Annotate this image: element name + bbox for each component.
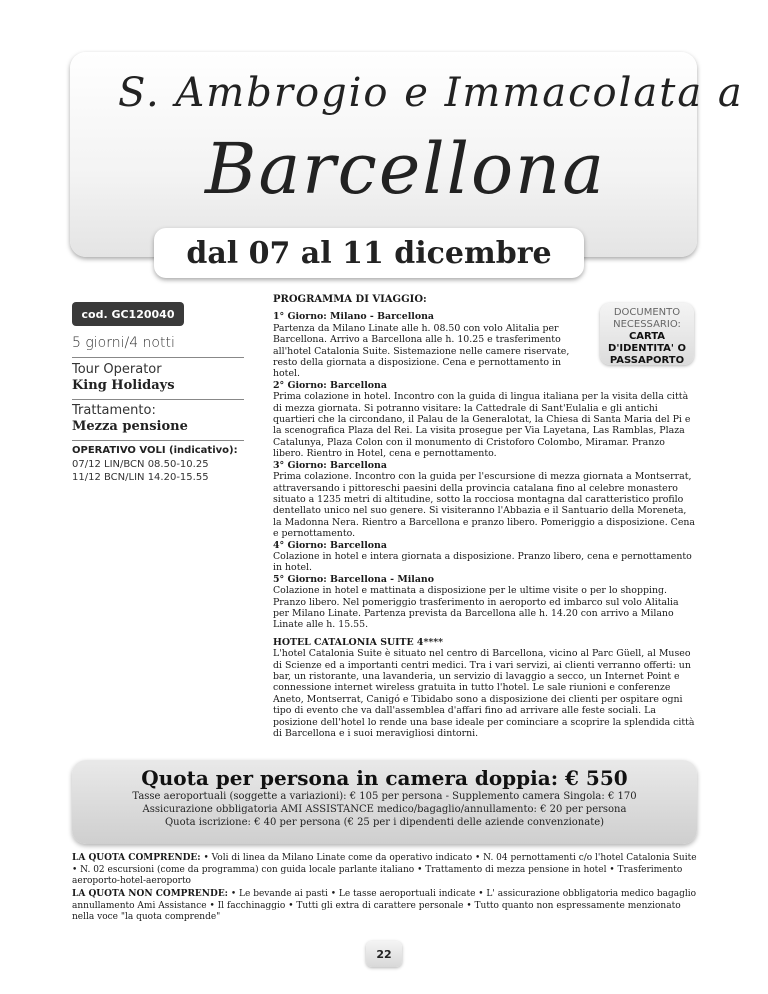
product-code-badge: cod. GC120040 [72, 302, 184, 326]
includes-paragraph [72, 853, 697, 888]
day-4-text: Colazione in hotel e intera giornata a disposizione. Pranzo libero, cena e pernottamento in hotel. [273, 550, 692, 574]
day-2-text: Prima colazione in hotel. Incontro con la guida di lingua italiana per la visita della città di mezza giornata. Si potranno visitare: la Cattedrale di Sant'Eulalia e gli antichi quartieri che la circondano, il Palau de la Generalotat, la Chiesa di Santa Maria del Pi e la scenografica Plaza del Rei. La visita prosegue per Via Layetana, Las Ramblas, Plaza Catalunya, Plaza Colon con il monumento di Cristoforo Colombo, Miramar. Pranzo libero. Rientro in Hotel, cena e pernottamento. [273, 391, 691, 460]
doc-line-3: CARTA [628, 331, 666, 342]
day-5-text: Colazione in hotel e mattinata a disposizione per le ultime visite o per lo shopping. Pranzo libero. Nel pomeriggio trasferimento in aeroporto ed imbarco sul volo Alitalia per Milano Linate. Partenza prevista da Barcellona alle h. 14.20 con arrivo a Milano Linate alle h. 15.55. [273, 585, 679, 631]
treatment-label: Trattamento: [72, 403, 156, 418]
excludes-label: LA QUOTA NON COMPRENDE: [72, 889, 229, 899]
flight-return: 11/12 BCN/LIN 14.20-15.55 [72, 472, 209, 483]
doc-line-5: PASSAPORTO [609, 355, 685, 366]
day-4-title: 4° Giorno: Barcellona [273, 539, 387, 551]
price-box [72, 760, 697, 844]
day-1-text: Partenza da Milano Linate alle h. 08.50 con volo Alitalia per Barcellona. Arrivo a Barcellona alle h. 10.25 e trasferimento all'hotel Catalonia Suite. Sistemazione nelle camere riservate, resto della giornata a disposizione. Cena e pernottamento in hotel. [273, 322, 570, 380]
program-column [273, 294, 696, 739]
hotel-title: HOTEL CATALONIA SUITE 4**** [273, 636, 444, 648]
excludes-text: • Le bevande ai pasti • Le tasse aeroportuali indicate • L' assicurazione obbligatoria medico bagaglio annullamento Ami Assistance • Il facchinaggio • Tutti gli extra di carattere personale • Tutto quanto non espressamente menzionato nella voce "la quota comprende" [72, 889, 697, 922]
tour-operator-label: Tour Operator [72, 362, 162, 377]
day-2-title: 2° Giorno: Barcellona [273, 379, 387, 391]
day-5-title: 5° Giorno: Barcellona - Milano [273, 573, 434, 585]
price-line-2: Assicurazione obbligatoria AMI ASSISTANCE medico/bagaglio/annullamento: € 20 per persona [142, 804, 627, 815]
tour-operator-name: King Holidays [72, 378, 244, 400]
program-title: PROGRAMMA DI VIAGGIO: [273, 294, 427, 305]
flight-outbound: 07/12 LIN/BCN 08.50-10.25 [72, 459, 209, 470]
hotel-text: L'hotel Catalonia Suite è situato nel centro di Barcellona, vicino al Parc Güell, al Museo di Scienze ed a importanti centri medici. Tra i vari servizi, ai clienti verranno offerti: un bar, un ristorante, una lavanderia, un servizio di lavaggio a secco, un Internet Point e connessione internet wireless gratuita in tutto l'hotel. Le sale riunioni e conferenze Aneto, Montserrat, Canigó e Tibidabo sono a disposizione dei clienti per ospitare ogni tipo di evento che va dall'assemblea d'affari fino ad arrivare alle feste sociali. La posizione dell'hotel lo rende una base ideale per cominciare a scoprire la splendida città di Barcellona e i suoi meravigliosi dintorni. [273, 648, 695, 740]
excludes-paragraph [72, 889, 697, 924]
doc-line-4: D'IDENTITA' O [608, 343, 686, 354]
page-number: 22 [366, 941, 402, 967]
includes-label: LA QUOTA COMPRENDE: [72, 853, 201, 863]
day-3-text: Prima colazione. Incontro con la guida per l'escursione di mezza giornata a Montserrat, attraversando i pittoreschi paesini della provincia catalana fino al celebre monastero situato a 1235 metri di altitudine, sotto la rocciosa montagna dal caratteristico profilo dentellato unico nel suo genere. Si visiteranno l'Abbazia e il Santuario della Moreneta, la Madonna Nera. Rientro a Barcellona e pranzo libero. Pomeriggio a disposizione. Cena e pernottamento. [273, 471, 696, 540]
dates-banner: dal 07 al 11 dicembre [154, 228, 584, 278]
includes-text: • Voli di linea da Milano Linate come da operativo indicato • N. 04 pernottamenti c/o l'hotel Catalonia Suite • N. 02 escursioni (come da programma) con guida locale parlante italiano • Trattamento di mezza pensione in hotel • Trasferimento aeroporto-hotel-aeroporto [72, 853, 697, 886]
price-line-3: Quota iscrizione: € 40 per persona (€ 25 per i dipendenti delle aziende convenzionate) [164, 817, 605, 828]
day-1-title: 1° Giorno: Milano - Barcellona [273, 311, 434, 323]
day-3-title: 3° Giorno: Barcellona [273, 459, 387, 471]
price-title: Quota per persona in camera doppia: € 550 [141, 766, 628, 790]
doc-line-2: NECESSARIO: [613, 319, 681, 330]
title-line-1: S. Ambrogio e Immacolata a [118, 70, 744, 116]
price-line-1: Tasse aeroportuali (soggette a variazioni): € 105 per persona - Supplemento camera Singola: € 170 [132, 791, 637, 802]
doc-line-1: DOCUMENTO [613, 307, 681, 318]
flights-title: OPERATIVO VOLI (indicativo): [72, 445, 238, 456]
title-city: Barcellona [205, 128, 607, 210]
duration: 5 giorni/4 notti [72, 335, 244, 358]
treatment-value: Mezza pensione [72, 419, 244, 441]
